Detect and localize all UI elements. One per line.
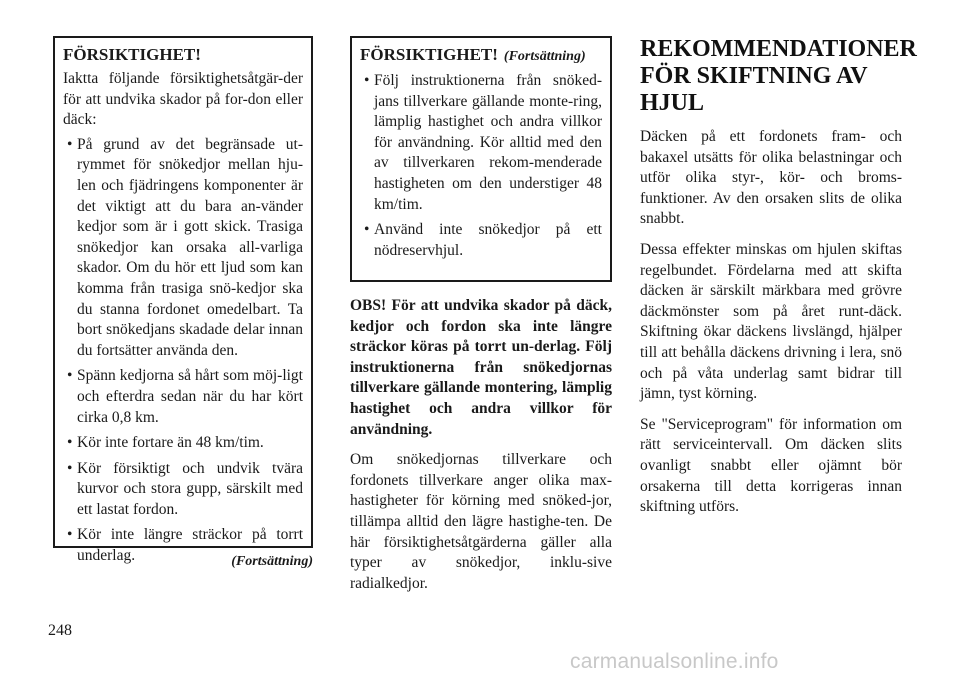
warning-intro: Iaktta följande försiktighetsåtgär-der för att undvika skador på for-don eller däck: (63, 70, 303, 129)
body-paragraph: Se "Serviceprogram" för information om rätt serviceintervall. Om däcken slits ovanligt snabbt eller ojämnt bör orsakerna till detta korrigeras innan skiftning utförs. (640, 415, 902, 516)
body-paragraph: Däcken på ett fordonets fram- och bakaxel utsätts för olika belastningar och utför olika styr-, kör- och broms-funktioner. Av den orsaken slits de olika snabbt. (640, 128, 902, 228)
warning-item: • Använd inte snökedjor på ett nödreservhjul. (360, 220, 602, 261)
page-number: 248 (48, 622, 72, 639)
warning-item: • Följ instruktionerna från snöked-jans tillverkare gällande monte-ring, lämplig hastighet och andra villkor för användning. Kör alltid med den av tillverkaren rekom-menderade hastigheten om den understiger 48 km/tim. (360, 71, 602, 215)
continued-label: (Fortsättning) (231, 554, 313, 569)
warning-item: • På grund av det begränsade ut-rymmet för snökedjor mellan hju-len och fjädringens komponenter är det viktigt att du bara an-vänder kedjor som är i gott skick. Trasiga snökedjor kan orsaka all-varliga skador. Om du hör ett ljud som kan komma från trasiga snö-kedjor ska du stanna fordonet omedelbart. Ta bort snökedjans skadade delar innan du fortsätter använda den. (63, 135, 303, 362)
warning-list (360, 71, 602, 261)
warning-box-continued (350, 36, 612, 282)
warning-item: • Kör inte fortare än 48 km/tim. (63, 433, 303, 454)
warning-title (360, 44, 602, 68)
section-heading: REKOMMENDATIONER FÖR SKIFTNING AV HJUL (640, 36, 917, 116)
warning-item: • Kör försiktigt och undvik tvära kurvor och stora gupp, särskilt med ett lastat fordon. (63, 459, 303, 521)
body-paragraph: Om snökedjornas tillverkare och fordonets tillverkare anger olika max-hastigheter för körning med snöked-jor, tillämpa alltid den lägre hastighe-ten. De här försiktighetsåtgärderna gäller alla typer av snökedjor, inklu-sive radialkedjor. (350, 451, 612, 592)
column-left (53, 36, 313, 569)
column-right (640, 36, 917, 528)
warning-title: FÖRSIKTIGHET! (63, 45, 201, 64)
warning-item: • Spänn kedjorna så hårt som möj-ligt och efterdra sedan när du har kört cirka 0,8 km. (63, 366, 303, 428)
warning-continued-label: (Fortsättning) (503, 49, 586, 64)
note-obs: OBS! För att undvika skador på däck, kedjor och fordon ska inte längre sträckor köras på torrt un-derlag. Följ instruktionerna från snökedjornas tillverkare gällande montering, lämplig hastighet och andra villkor för användning. (350, 297, 612, 438)
warning-title-text: FÖRSIKTIGHET! (360, 45, 498, 64)
watermark: carmanualsonline.info (570, 650, 779, 673)
body-paragraph: Dessa effekter minskas om hjulen skiftas regelbundet. Fördelarna med att skifta däcken är särskilt märkbara med grövre däckmönster som på året runt-däck. Skiftning ökar däckens livslängd, hjälper till att behålla däckens drivning i lera, snö och på våta underlag samt bidrar till jämn, tyst körning. (640, 240, 902, 403)
warning-item: • Kör inte längre sträckor på torrt underlag. (63, 525, 303, 566)
warning-list (63, 135, 303, 567)
column-middle (350, 36, 612, 604)
